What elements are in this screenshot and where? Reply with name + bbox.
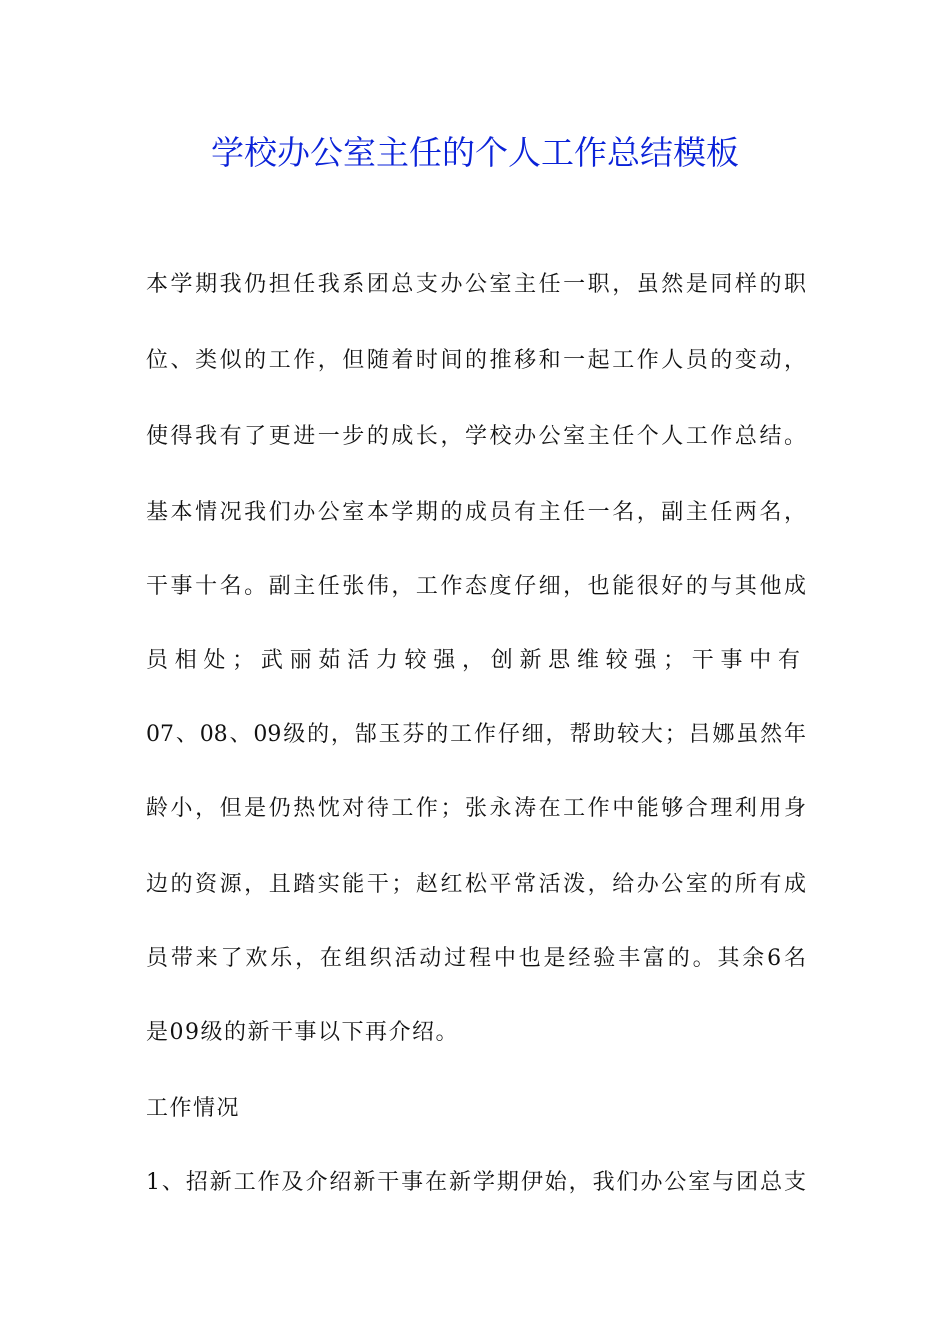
paragraph-line-10: 员带来了欢乐，在组织活动过程中也是经验丰富的。其余6名 bbox=[146, 946, 806, 971]
section-heading: 工作情况 bbox=[146, 1096, 241, 1121]
paragraph-line-4: 基本情况我们办公室本学期的成员有主任一名，副主任两名， bbox=[146, 500, 806, 525]
paragraph-line-8: 龄小，但是仍热忱对待工作；张永涛在工作中能够合理利用身 bbox=[146, 796, 806, 821]
paragraph-line-6: 员相处；武丽茹活力较强，创新思维较强；干事中有 bbox=[146, 648, 806, 673]
paragraph-line-3: 使得我有了更进一步的成长，学校办公室主任个人工作总结。 bbox=[146, 424, 806, 449]
paragraph-line-1: 本学期我仍担任我系团总支办公室主任一职，虽然是同样的职 bbox=[146, 272, 806, 297]
paragraph-line-7: 07、08、09级的，郜玉芬的工作仔细，帮助较大；吕娜虽然年 bbox=[146, 722, 806, 747]
paragraph-line-12: 1、招新工作及介绍新干事在新学期伊始，我们办公室与团总支 bbox=[146, 1170, 806, 1195]
paragraph-line-5: 干事十名。副主任张伟，工作态度仔细，也能很好的与其他成 bbox=[146, 574, 806, 599]
paragraph-line-2: 位、类似的工作，但随着时间的推移和一起工作人员的变动， bbox=[146, 348, 806, 373]
document-title: 学校办公室主任的个人工作总结模板 bbox=[211, 133, 739, 172]
paragraph-line-9: 边的资源，且踏实能干；赵红松平常活泼，给办公室的所有成 bbox=[146, 872, 806, 897]
paragraph-line-11: 是09级的新干事以下再介绍。 bbox=[146, 1020, 459, 1045]
